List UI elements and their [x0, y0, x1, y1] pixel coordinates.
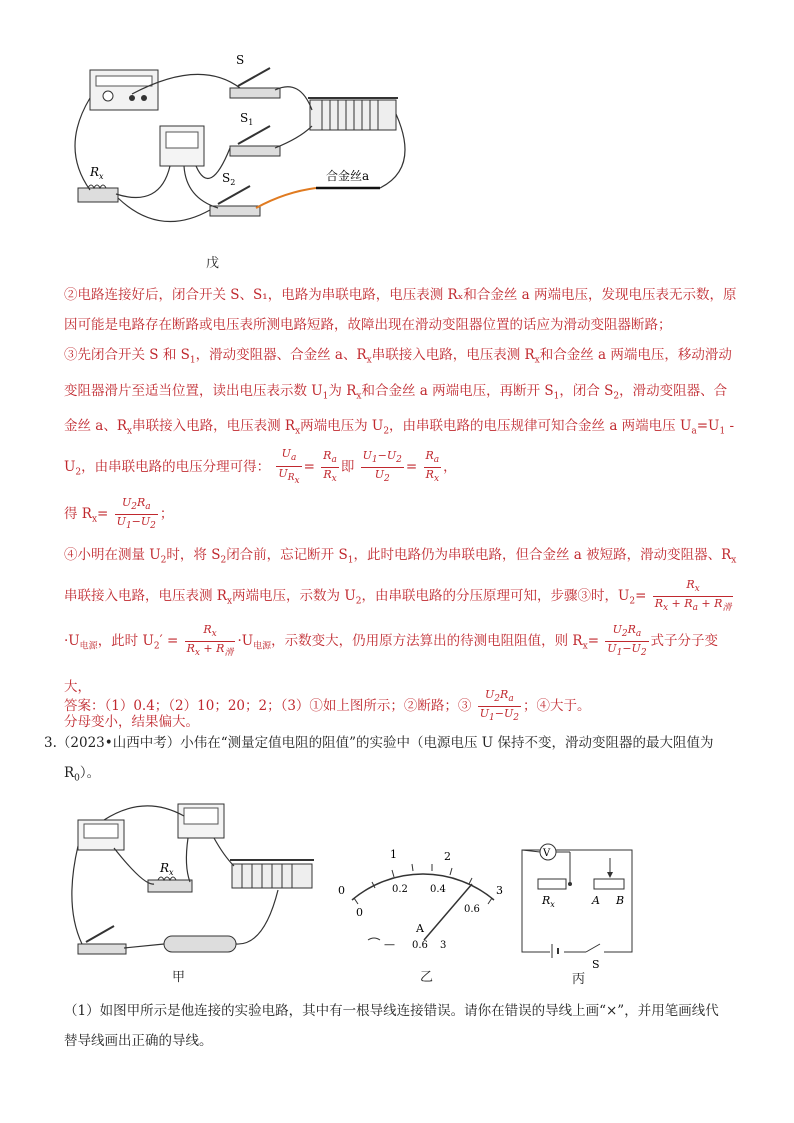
svg-text:0.6: 0.6 — [412, 940, 428, 951]
svg-text:S2: $S_2$ — [222, 171, 236, 187]
svg-text:3: 3 — [496, 884, 503, 897]
paragraph-step3: ③先闭合开关 S 和 $S_1$，滑动变阻器、合金丝 a、$R_x$串联接入电路，电压表测 $R_x$和合金丝 a 两端电压，移动滑动 变阻器滑片至适当位置，读出电压表示数 $U_1$为 $R_x$和合金丝 a 两端电压，再断开 $S_1$，闭合 $S_2$，滑动变阻器、合 金丝 a、$R_x$串联接入电路，电压表测 $R_x$两端电压为 $U_2$，由串联电路的电压规律可知合金丝 a 两端电压 $U_a=U_1$ - $U_2$，由串联电路的电压分理可得： $\frac{U_a}{U_{R_x}}$ = $\frac{R_a}{R_x}$ 即 $\frac{U_1-U_2}{U_2}$ = $\frac{R_a}{R_x}$ ， 得 $R_x=$ $\frac{U_2R_a}{U_1-U_2}$ ； — [64, 347, 735, 531]
svg-text:0.2: 0.2 — [392, 884, 408, 895]
paragraph-step4: ④小明在测量 $U_2$时，将 $S_2$闭合前，忘记断开 $S_1$，此时电路仍为串联电路，但合金丝 a 被短路，滑动变阻器、$R_x$ 串联接入电路，电压表测 $R_x$两端电压，示数为 $U_2$，由串联电路的分压原理可知，步骤③时，$U_2=$ $\frac{R_x}{R_x + R_a + R_滑}$ $\cdot U_{电源}$，此时 $U_2'$ = $\frac{R_x}{R_x + R_滑}$ $\cdot U_{电源}$，示数变大，仍用原方法算出的待测电阻阻值，则 $R_x=$ $\frac{U_2R_a}{U_1-U_2}$ 式子分子变大， 分母变小，结果偏大。 — [64, 547, 737, 731]
caption-yi: 乙 — [420, 970, 434, 985]
svg-text:A: A — [592, 894, 600, 907]
fraction-rx-result: $\frac{U_2R_a}{U_1-U_2}$ — [116, 495, 156, 531]
figure-yi — [332, 840, 514, 970]
svg-text:—: — — [384, 938, 395, 951]
svg-text:S1: $S_1$ — [240, 111, 254, 127]
svg-text:1: 1 — [390, 848, 397, 861]
figure-wu-caption: 戊 — [206, 256, 220, 271]
label-s: S — [236, 53, 245, 67]
svg-text:B: B — [616, 894, 625, 907]
svg-text:Rx: $R_x$ — [160, 861, 174, 877]
svg-text:A: A — [416, 922, 424, 935]
svg-text:2: 2 — [444, 850, 451, 863]
svg-text:Rx: $R_x$ — [90, 165, 104, 181]
paragraph-step2 — [64, 280, 740, 340]
figure-jia — [64, 796, 326, 976]
answer-line: 答案：（1）0.4；（2）10；20；2；（3）①如上图所示；②断路；③ $\frac{U_2R_a}{U_1-U_2}$ ；④大于。 — [64, 688, 591, 724]
question-3-part1: （1）如图甲所示是他连接的实验电路，其中有一根导线连接错误。请你在错误的导线上画“×”，并用笔画线代 替导线画出正确的导线。 — [64, 1003, 719, 1049]
step2-text: ②电路连接好后，闭合开关 S、S₁，电路为串联电路，电压表测 Rₓ和合金丝 a 两端电压，发现电压表无示数，原因可能是电路存在断路或电压表所测电路短路，故障出现在滑动变阻器位置的话应为滑动变阻器断路； — [64, 287, 737, 333]
figure-wu — [60, 48, 420, 278]
svg-text:Rx: $R_x$ — [542, 894, 555, 909]
svg-text:0: 0 — [338, 884, 345, 897]
fraction-ua-urx: $\frac{U_a}{U_{R_x}}$ — [278, 447, 300, 486]
question-3: 3.（2023•山西中考）小伟在“测量定值电阻的阻值”的实验中（电源电压 U 保持不变，滑动变阻器的最大阻值为 $R_0$）。 — [44, 735, 714, 784]
figure-bing — [514, 840, 644, 970]
svg-text:V: V — [543, 848, 551, 859]
caption-bing: 丙 — [572, 972, 586, 987]
svg-text:0: 0 — [356, 906, 363, 919]
svg-text:0.4: 0.4 — [430, 884, 446, 895]
svg-text:0.6: 0.6 — [464, 904, 480, 915]
svg-text:S: S — [592, 958, 600, 970]
label-alloy-wire: 合金丝a — [326, 169, 370, 183]
caption-jia: 甲 — [172, 970, 186, 985]
svg-text:3: 3 — [440, 940, 447, 951]
